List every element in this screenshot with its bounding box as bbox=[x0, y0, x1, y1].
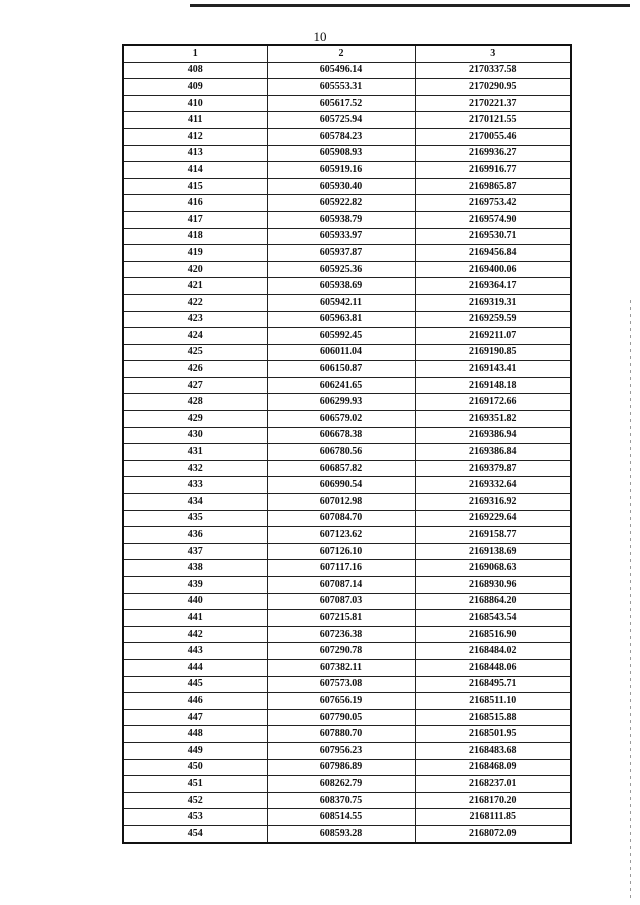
table-row bbox=[123, 709, 571, 726]
table-row bbox=[123, 95, 571, 112]
table-row bbox=[123, 377, 571, 394]
point-number-cell: 417 bbox=[123, 211, 267, 228]
y-coordinate-cell: 2169530.71 bbox=[415, 228, 571, 245]
x-coordinate-cell: 606990.54 bbox=[267, 477, 415, 494]
point-number-cell: 441 bbox=[123, 610, 267, 627]
x-coordinate-cell: 607215.81 bbox=[267, 610, 415, 627]
x-coordinate-cell: 607956.23 bbox=[267, 742, 415, 759]
page-number: 10 bbox=[313, 29, 327, 44]
y-coordinate-cell: 2168515.88 bbox=[415, 709, 571, 726]
y-coordinate-cell: 2168170.20 bbox=[415, 792, 571, 809]
table-row bbox=[123, 776, 571, 793]
column-header-1: 1 bbox=[123, 45, 267, 62]
point-number-cell: 410 bbox=[123, 95, 267, 112]
table-row bbox=[123, 112, 571, 129]
y-coordinate-cell: 2170290.95 bbox=[415, 79, 571, 96]
point-number-cell: 451 bbox=[123, 776, 267, 793]
table-row bbox=[123, 643, 571, 660]
x-coordinate-cell: 607087.14 bbox=[267, 577, 415, 594]
x-coordinate-cell: 607126.10 bbox=[267, 543, 415, 560]
x-coordinate-cell: 607573.08 bbox=[267, 676, 415, 693]
y-coordinate-cell: 2168511.10 bbox=[415, 693, 571, 710]
y-coordinate-cell: 2169753.42 bbox=[415, 195, 571, 212]
table-row bbox=[123, 560, 571, 577]
table-row bbox=[123, 825, 571, 842]
y-coordinate-cell: 2168072.09 bbox=[415, 825, 571, 842]
x-coordinate-cell: 605933.97 bbox=[267, 228, 415, 245]
x-coordinate-cell: 606011.04 bbox=[267, 344, 415, 361]
x-coordinate-cell: 607236.38 bbox=[267, 626, 415, 643]
y-coordinate-cell: 2170121.55 bbox=[415, 112, 571, 129]
y-coordinate-cell: 2168864.20 bbox=[415, 593, 571, 610]
y-coordinate-cell: 2168484.02 bbox=[415, 643, 571, 660]
x-coordinate-cell: 607382.11 bbox=[267, 659, 415, 676]
point-number-cell: 433 bbox=[123, 477, 267, 494]
x-coordinate-cell: 607656.19 bbox=[267, 693, 415, 710]
point-number-cell: 437 bbox=[123, 543, 267, 560]
y-coordinate-cell: 2169936.27 bbox=[415, 145, 571, 162]
point-number-cell: 430 bbox=[123, 427, 267, 444]
point-number-cell: 411 bbox=[123, 112, 267, 129]
x-coordinate-cell: 605942.11 bbox=[267, 294, 415, 311]
y-coordinate-cell: 2169574.90 bbox=[415, 211, 571, 228]
table-row bbox=[123, 228, 571, 245]
y-coordinate-cell: 2168543.54 bbox=[415, 610, 571, 627]
y-coordinate-cell: 2169211.07 bbox=[415, 328, 571, 345]
y-coordinate-cell: 2168111.85 bbox=[415, 809, 571, 826]
point-number-cell: 420 bbox=[123, 261, 267, 278]
point-number-cell: 413 bbox=[123, 145, 267, 162]
point-number-cell: 409 bbox=[123, 79, 267, 96]
table-row bbox=[123, 477, 571, 494]
table-row bbox=[123, 726, 571, 743]
table-row bbox=[123, 792, 571, 809]
header-row bbox=[123, 45, 571, 62]
point-number-cell: 422 bbox=[123, 294, 267, 311]
point-number-cell: 423 bbox=[123, 311, 267, 328]
column-header-2: 2 bbox=[267, 45, 415, 62]
x-coordinate-cell: 605725.94 bbox=[267, 112, 415, 129]
point-number-cell: 447 bbox=[123, 709, 267, 726]
table-row bbox=[123, 128, 571, 145]
table-row bbox=[123, 62, 571, 79]
y-coordinate-cell: 2170337.58 bbox=[415, 62, 571, 79]
table-row bbox=[123, 676, 571, 693]
y-coordinate-cell: 2168448.06 bbox=[415, 659, 571, 676]
y-coordinate-cell: 2169259.59 bbox=[415, 311, 571, 328]
table-row bbox=[123, 742, 571, 759]
scan-edge bbox=[630, 300, 631, 900]
point-number-cell: 408 bbox=[123, 62, 267, 79]
y-coordinate-cell: 2169916.77 bbox=[415, 162, 571, 179]
point-number-cell: 452 bbox=[123, 792, 267, 809]
x-coordinate-cell: 606241.65 bbox=[267, 377, 415, 394]
x-coordinate-cell: 606150.87 bbox=[267, 361, 415, 378]
y-coordinate-cell: 2170221.37 bbox=[415, 95, 571, 112]
table-row bbox=[123, 427, 571, 444]
x-coordinate-cell: 605937.87 bbox=[267, 245, 415, 262]
y-coordinate-cell: 2169158.77 bbox=[415, 527, 571, 544]
x-coordinate-cell: 605922.82 bbox=[267, 195, 415, 212]
table-row bbox=[123, 261, 571, 278]
y-coordinate-cell: 2168495.71 bbox=[415, 676, 571, 693]
point-number-cell: 434 bbox=[123, 494, 267, 511]
x-coordinate-cell: 606780.56 bbox=[267, 444, 415, 461]
point-number-cell: 416 bbox=[123, 195, 267, 212]
y-coordinate-cell: 2169400.06 bbox=[415, 261, 571, 278]
point-number-cell: 419 bbox=[123, 245, 267, 262]
y-coordinate-cell: 2169364.17 bbox=[415, 278, 571, 295]
x-coordinate-cell: 607880.70 bbox=[267, 726, 415, 743]
point-number-cell: 435 bbox=[123, 510, 267, 527]
point-number-cell: 448 bbox=[123, 726, 267, 743]
table-row bbox=[123, 394, 571, 411]
x-coordinate-cell: 608514.55 bbox=[267, 809, 415, 826]
point-number-cell: 428 bbox=[123, 394, 267, 411]
table-row bbox=[123, 211, 571, 228]
y-coordinate-cell: 2168468.09 bbox=[415, 759, 571, 776]
column-header-3: 3 bbox=[415, 45, 571, 62]
table-row bbox=[123, 195, 571, 212]
x-coordinate-cell: 605925.36 bbox=[267, 261, 415, 278]
y-coordinate-cell: 2169172.66 bbox=[415, 394, 571, 411]
x-coordinate-cell: 605784.23 bbox=[267, 128, 415, 145]
table-row bbox=[123, 344, 571, 361]
y-coordinate-cell: 2169319.31 bbox=[415, 294, 571, 311]
table-row bbox=[123, 411, 571, 428]
table-row bbox=[123, 145, 571, 162]
table-row bbox=[123, 610, 571, 627]
point-number-cell: 432 bbox=[123, 460, 267, 477]
table-row bbox=[123, 759, 571, 776]
table-row bbox=[123, 527, 571, 544]
x-coordinate-cell: 608593.28 bbox=[267, 825, 415, 842]
table-row bbox=[123, 178, 571, 195]
point-number-cell: 454 bbox=[123, 825, 267, 842]
x-coordinate-cell: 606579.02 bbox=[267, 411, 415, 428]
y-coordinate-cell: 2169386.94 bbox=[415, 427, 571, 444]
point-number-cell: 429 bbox=[123, 411, 267, 428]
x-coordinate-cell: 608370.75 bbox=[267, 792, 415, 809]
x-coordinate-cell: 605938.79 bbox=[267, 211, 415, 228]
y-coordinate-cell: 2168483.68 bbox=[415, 742, 571, 759]
point-number-cell: 412 bbox=[123, 128, 267, 145]
point-number-cell: 414 bbox=[123, 162, 267, 179]
point-number-cell: 439 bbox=[123, 577, 267, 594]
x-coordinate-cell: 605938.69 bbox=[267, 278, 415, 295]
y-coordinate-cell: 2169456.84 bbox=[415, 245, 571, 262]
x-coordinate-cell: 605992.45 bbox=[267, 328, 415, 345]
point-number-cell: 421 bbox=[123, 278, 267, 295]
x-coordinate-cell: 606678.38 bbox=[267, 427, 415, 444]
x-coordinate-cell: 605553.31 bbox=[267, 79, 415, 96]
table-row bbox=[123, 328, 571, 345]
point-number-cell: 440 bbox=[123, 593, 267, 610]
x-coordinate-cell: 605496.14 bbox=[267, 62, 415, 79]
y-coordinate-cell: 2169865.87 bbox=[415, 178, 571, 195]
x-coordinate-cell: 607117.16 bbox=[267, 560, 415, 577]
y-coordinate-cell: 2169190.85 bbox=[415, 344, 571, 361]
point-number-cell: 436 bbox=[123, 527, 267, 544]
point-number-cell: 427 bbox=[123, 377, 267, 394]
table-row bbox=[123, 593, 571, 610]
x-coordinate-cell: 607986.89 bbox=[267, 759, 415, 776]
y-coordinate-cell: 2169068.63 bbox=[415, 560, 571, 577]
y-coordinate-cell: 2169229.64 bbox=[415, 510, 571, 527]
table-row bbox=[123, 245, 571, 262]
x-coordinate-cell: 608262.79 bbox=[267, 776, 415, 793]
point-number-cell: 449 bbox=[123, 742, 267, 759]
table-row bbox=[123, 162, 571, 179]
point-number-cell: 444 bbox=[123, 659, 267, 676]
y-coordinate-cell: 2169332.64 bbox=[415, 477, 571, 494]
x-coordinate-cell: 605908.93 bbox=[267, 145, 415, 162]
x-coordinate-cell: 605919.16 bbox=[267, 162, 415, 179]
y-coordinate-cell: 2169138.69 bbox=[415, 543, 571, 560]
point-number-cell: 442 bbox=[123, 626, 267, 643]
x-coordinate-cell: 606299.93 bbox=[267, 394, 415, 411]
y-coordinate-cell: 2169379.87 bbox=[415, 460, 571, 477]
point-number-cell: 415 bbox=[123, 178, 267, 195]
x-coordinate-cell: 605963.81 bbox=[267, 311, 415, 328]
table-row bbox=[123, 693, 571, 710]
point-number-cell: 424 bbox=[123, 328, 267, 345]
table-row bbox=[123, 294, 571, 311]
y-coordinate-cell: 2168237.01 bbox=[415, 776, 571, 793]
point-number-cell: 445 bbox=[123, 676, 267, 693]
point-number-cell: 443 bbox=[123, 643, 267, 660]
point-number-cell: 418 bbox=[123, 228, 267, 245]
x-coordinate-cell: 607087.03 bbox=[267, 593, 415, 610]
y-coordinate-cell: 2168516.90 bbox=[415, 626, 571, 643]
x-coordinate-cell: 606857.82 bbox=[267, 460, 415, 477]
table-row bbox=[123, 79, 571, 96]
table-row bbox=[123, 510, 571, 527]
x-coordinate-cell: 607084.70 bbox=[267, 510, 415, 527]
x-coordinate-cell: 607790.05 bbox=[267, 709, 415, 726]
y-coordinate-cell: 2169386.84 bbox=[415, 444, 571, 461]
table-row bbox=[123, 311, 571, 328]
x-coordinate-cell: 607123.62 bbox=[267, 527, 415, 544]
point-number-cell: 426 bbox=[123, 361, 267, 378]
x-coordinate-cell: 607012.98 bbox=[267, 494, 415, 511]
y-coordinate-cell: 2169143.41 bbox=[415, 361, 571, 378]
x-coordinate-cell: 607290.78 bbox=[267, 643, 415, 660]
table-row bbox=[123, 361, 571, 378]
point-number-cell: 453 bbox=[123, 809, 267, 826]
table-row bbox=[123, 809, 571, 826]
point-number-cell: 431 bbox=[123, 444, 267, 461]
point-number-cell: 450 bbox=[123, 759, 267, 776]
table-row bbox=[123, 278, 571, 295]
coordinates-table bbox=[122, 44, 572, 844]
table-row bbox=[123, 494, 571, 511]
table-row bbox=[123, 444, 571, 461]
table-row bbox=[123, 626, 571, 643]
y-coordinate-cell: 2170055.46 bbox=[415, 128, 571, 145]
x-coordinate-cell: 605617.52 bbox=[267, 95, 415, 112]
y-coordinate-cell: 2169351.82 bbox=[415, 411, 571, 428]
point-number-cell: 446 bbox=[123, 693, 267, 710]
table-row bbox=[123, 460, 571, 477]
y-coordinate-cell: 2169148.18 bbox=[415, 377, 571, 394]
point-number-cell: 438 bbox=[123, 560, 267, 577]
y-coordinate-cell: 2169316.92 bbox=[415, 494, 571, 511]
table-row bbox=[123, 659, 571, 676]
x-coordinate-cell: 605930.40 bbox=[267, 178, 415, 195]
point-number-cell: 425 bbox=[123, 344, 267, 361]
table-row bbox=[123, 543, 571, 560]
table-row bbox=[123, 577, 571, 594]
y-coordinate-cell: 2168501.95 bbox=[415, 726, 571, 743]
table-body bbox=[123, 62, 571, 842]
top-rule bbox=[190, 4, 630, 7]
y-coordinate-cell: 2168930.96 bbox=[415, 577, 571, 594]
